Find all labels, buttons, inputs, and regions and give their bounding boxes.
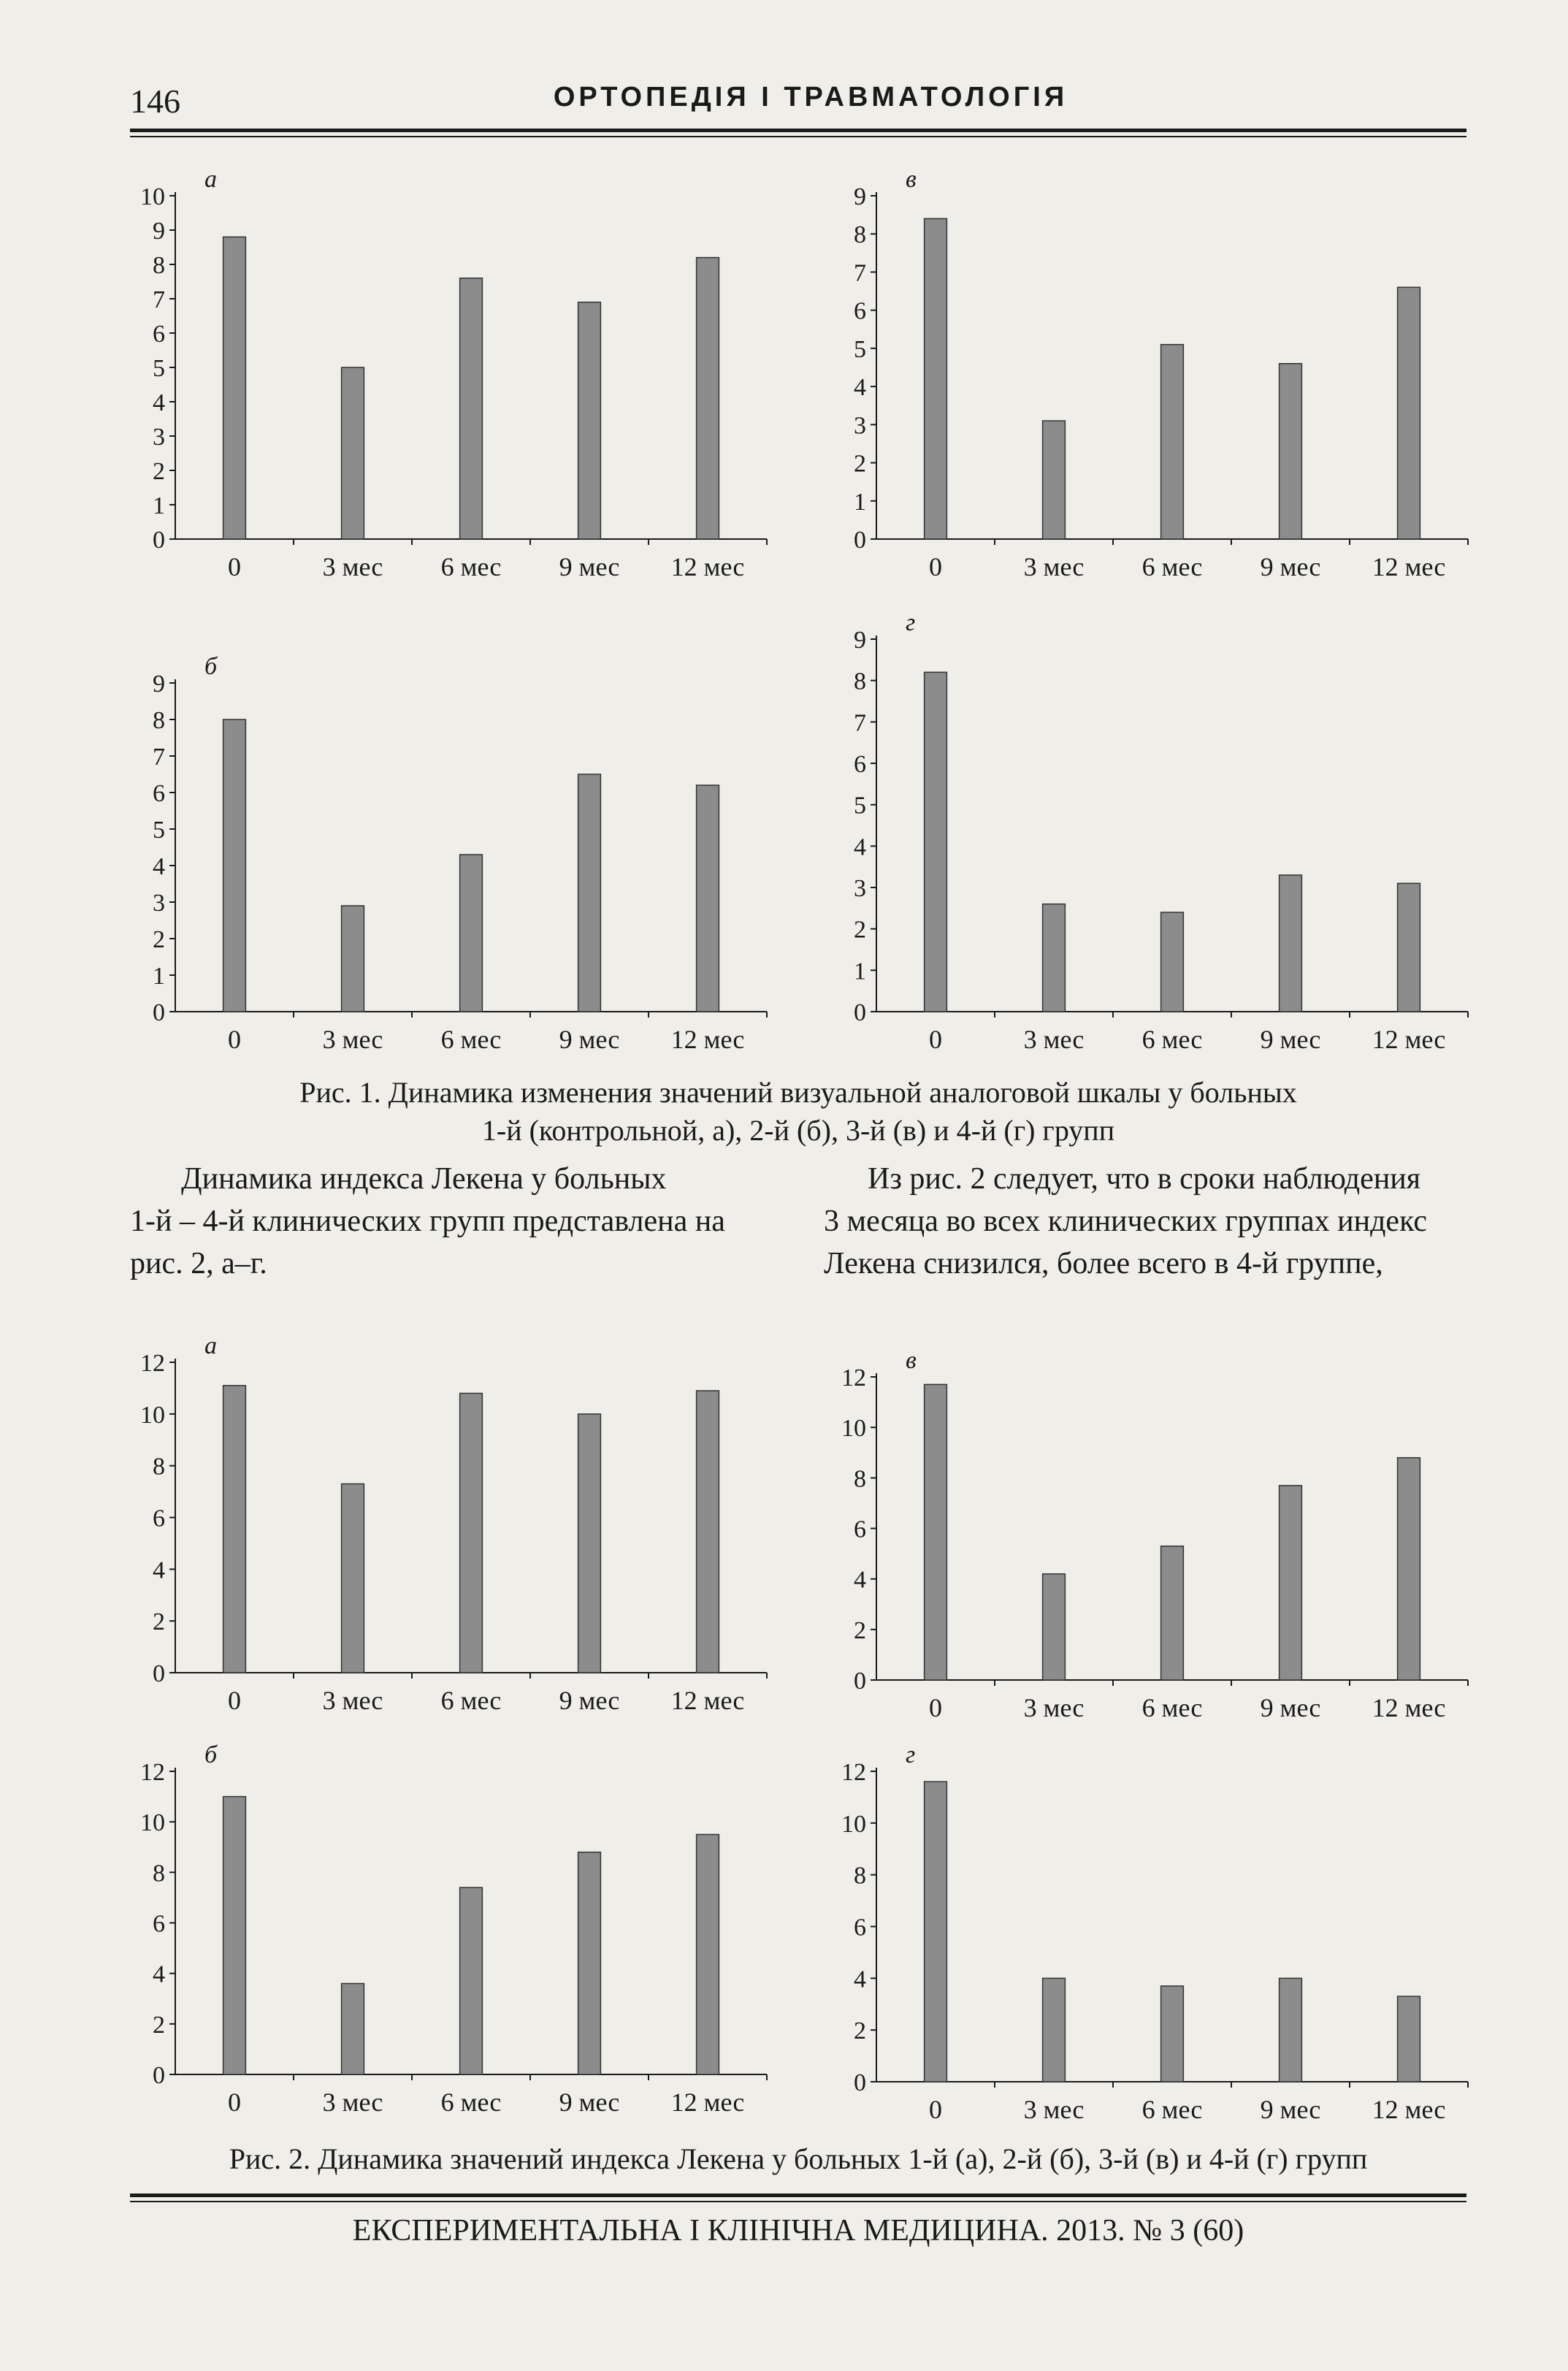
- y-tick-label: 2: [153, 926, 165, 953]
- bar: [697, 1391, 719, 1673]
- bar: [342, 1484, 364, 1673]
- y-tick-label: 12: [841, 1759, 866, 1786]
- bar: [1398, 1996, 1420, 2082]
- bar: [1043, 904, 1066, 1012]
- x-tick-label: 0: [929, 552, 942, 581]
- y-tick-label: 0: [153, 527, 165, 554]
- bar: [223, 719, 246, 1012]
- bar: [223, 1386, 246, 1673]
- bar: [460, 278, 483, 539]
- y-tick-label: 4: [854, 1566, 866, 1594]
- y-tick-label: 1: [153, 963, 165, 990]
- x-tick-label: 6 мес: [1141, 552, 1203, 581]
- x-tick-label: 3 мес: [1023, 2095, 1085, 2124]
- y-tick-label: 2: [854, 450, 866, 478]
- y-tick-label: 8: [854, 1862, 866, 1890]
- x-tick-label: 3 мес: [1023, 552, 1085, 581]
- figure-2-caption-text: Рис. 2. Динамика значений индекса Лекена у больных 1-й (а), 2-й (б), 3-й (в) и 4-й (г) групп: [229, 2142, 1368, 2175]
- panel-label: а: [204, 166, 217, 193]
- x-tick-label: 9 мес: [559, 2088, 620, 2117]
- y-tick-label: 9: [854, 627, 866, 654]
- y-tick-label: 2: [153, 458, 165, 485]
- figure-2-caption: [130, 2140, 1466, 2178]
- x-tick-label: 9 мес: [559, 1025, 620, 1054]
- y-tick-label: 5: [854, 792, 866, 820]
- paragraph-left-line3: рис. 2, а–г.: [130, 1247, 267, 1280]
- y-tick-label: 0: [854, 527, 866, 554]
- x-tick-label: 3 мес: [1023, 1693, 1085, 1722]
- bar: [925, 1384, 947, 1680]
- bar: [1280, 364, 1302, 539]
- y-tick-label: 2: [854, 916, 866, 944]
- bar: [697, 1834, 719, 2074]
- paragraph-right-line2: 3 месяца во всех клинических группах индекс: [824, 1204, 1428, 1238]
- figure-1-caption-line2: 1-й (контрольной, а), 2-й (б), 3-й (в) и 4-й (г) групп: [481, 1114, 1115, 1147]
- x-tick-label: 0: [929, 1025, 942, 1054]
- bar: [1398, 883, 1420, 1012]
- bar: [1043, 1978, 1066, 2082]
- bar: [925, 218, 947, 539]
- y-tick-label: 10: [841, 1415, 866, 1443]
- bar: [460, 855, 483, 1012]
- bar: [342, 367, 364, 539]
- y-tick-label: 7: [854, 259, 866, 287]
- y-tick-label: 5: [854, 335, 866, 363]
- bar: [578, 774, 601, 1012]
- y-tick-label: 3: [153, 424, 165, 451]
- bar: [1280, 1978, 1302, 2082]
- paragraph-left-line2: 1-й – 4-й клинических групп представлена на: [130, 1204, 725, 1238]
- x-tick-label: 3 мес: [322, 1686, 383, 1715]
- bar: [460, 1887, 483, 2074]
- y-tick-label: 9: [854, 183, 866, 210]
- x-tick-label: 6 мес: [1141, 1025, 1203, 1054]
- bar: [223, 1797, 246, 2074]
- y-tick-label: 0: [854, 999, 866, 1026]
- y-tick-label: 9: [153, 671, 165, 698]
- y-tick-label: 12: [140, 1759, 165, 1786]
- bar: [460, 1394, 483, 1673]
- bar: [1161, 345, 1184, 539]
- paragraph-right-line1: Из рис. 2 следует, что в сроки наблюдения: [868, 1162, 1421, 1196]
- y-tick-label: 2: [854, 2017, 866, 2045]
- y-tick-label: 5: [153, 817, 165, 844]
- bar: [697, 785, 719, 1012]
- y-tick-label: 1: [153, 492, 165, 519]
- x-tick-label: 3 мес: [322, 2088, 383, 2117]
- y-tick-label: 9: [153, 218, 165, 245]
- x-tick-label: 9 мес: [1260, 1025, 1321, 1054]
- y-tick-label: 8: [854, 668, 866, 695]
- panel-label: г: [906, 609, 916, 636]
- bar: [697, 258, 719, 539]
- x-tick-label: 6 мес: [1141, 2095, 1203, 2124]
- y-tick-label: 4: [153, 1960, 165, 1988]
- x-tick-label: 0: [228, 1025, 241, 1054]
- y-tick-label: 10: [841, 1810, 866, 1838]
- x-tick-label: 3 мес: [322, 552, 383, 581]
- x-tick-label: 6 мес: [440, 552, 502, 581]
- y-tick-label: 7: [153, 744, 165, 771]
- x-tick-label: 9 мес: [559, 1686, 620, 1715]
- bar: [1398, 1458, 1420, 1680]
- y-tick-label: 5: [153, 355, 165, 382]
- bar: [223, 237, 246, 539]
- x-tick-label: 12 мес: [670, 1025, 745, 1054]
- chart-fig1g: [825, 610, 1483, 1063]
- y-tick-label: 3: [854, 412, 866, 440]
- y-tick-label: 0: [854, 1668, 866, 1695]
- chart-fig2a: [124, 1333, 781, 1724]
- x-tick-label: 6 мес: [440, 2088, 502, 2117]
- x-tick-label: 3 мес: [1023, 1025, 1085, 1054]
- bar: [342, 1984, 364, 2075]
- chart-fig1a: [124, 167, 781, 590]
- x-tick-label: 6 мес: [1141, 1693, 1203, 1722]
- y-tick-label: 0: [153, 999, 165, 1026]
- y-tick-label: 6: [153, 1910, 165, 1938]
- figure-1-caption-line1: Рис. 1. Динамика изменения значений визуальной аналоговой шкалы у больных: [299, 1076, 1297, 1109]
- y-tick-label: 4: [854, 374, 866, 402]
- bar: [1043, 1574, 1066, 1680]
- y-tick-label: 8: [854, 1465, 866, 1493]
- x-tick-label: 12 мес: [670, 1686, 745, 1715]
- chart-fig2g: [825, 1742, 1483, 2133]
- x-tick-label: 9 мес: [1260, 2095, 1321, 2124]
- y-tick-label: 2: [854, 1616, 866, 1644]
- panel-label: в: [906, 1347, 917, 1374]
- chart-fig2v: [825, 1348, 1483, 1731]
- y-tick-label: 12: [841, 1364, 866, 1391]
- y-tick-label: 1: [854, 958, 866, 985]
- bar: [1280, 1486, 1302, 1680]
- chart-fig1b: [124, 654, 781, 1063]
- y-tick-label: 3: [854, 875, 866, 902]
- chart-svg: [124, 1333, 781, 1724]
- y-tick-label: 10: [140, 1809, 165, 1837]
- x-tick-label: 6 мес: [440, 1686, 502, 1715]
- panel-label: в: [906, 166, 917, 193]
- y-tick-label: 0: [153, 2062, 165, 2089]
- x-tick-label: 9 мес: [1260, 552, 1321, 581]
- paragraph-left-line1: Динамика индекса Лекена у больных: [181, 1162, 667, 1196]
- y-tick-label: 10: [140, 183, 165, 210]
- chart-svg: [825, 167, 1483, 590]
- y-tick-label: 4: [153, 389, 165, 416]
- y-tick-label: 8: [153, 252, 165, 279]
- bar: [578, 1852, 601, 2074]
- chart-fig1v: [825, 167, 1483, 590]
- bar: [578, 302, 601, 539]
- paragraph-left: [130, 1158, 765, 1285]
- chart-svg: [825, 1348, 1483, 1731]
- y-tick-label: 4: [153, 1557, 165, 1584]
- y-tick-label: 12: [140, 1350, 165, 1377]
- x-tick-label: 3 мес: [322, 1025, 383, 1054]
- x-tick-label: 6 мес: [440, 1025, 502, 1054]
- bar: [342, 906, 364, 1012]
- y-tick-label: 8: [153, 1860, 165, 1887]
- header-rule: [130, 129, 1466, 132]
- bar: [925, 672, 947, 1012]
- header-rule-thin: [130, 136, 1466, 137]
- chart-fig2b: [124, 1742, 781, 2126]
- x-tick-label: 0: [929, 2095, 942, 2124]
- y-tick-label: 7: [854, 709, 866, 737]
- x-tick-label: 12 мес: [670, 552, 745, 581]
- page-number: 146: [130, 83, 180, 120]
- x-tick-label: 12 мес: [1372, 2095, 1446, 2124]
- chart-svg: [825, 1742, 1483, 2133]
- journal-footer: ЕКСПЕРИМЕНТАЛЬНА І КЛІНІЧНА МЕДИЦИНА. 2013. № 3 (60): [352, 2214, 1244, 2248]
- x-tick-label: 12 мес: [670, 2088, 745, 2117]
- y-tick-label: 8: [153, 707, 165, 734]
- panel-label: б: [204, 653, 218, 680]
- bar: [925, 1782, 947, 2082]
- panel-label: б: [204, 1741, 218, 1768]
- footer-rule: [130, 2194, 1466, 2197]
- paragraph-right-line3: Лекена снизился, более всего в 4-й группе,: [824, 1247, 1383, 1280]
- y-tick-label: 4: [854, 1966, 866, 1993]
- x-tick-label: 12 мес: [1372, 1693, 1446, 1722]
- bar: [1043, 421, 1066, 539]
- y-tick-label: 8: [854, 221, 866, 249]
- figure-1-caption: [130, 1074, 1466, 1150]
- x-tick-label: 0: [228, 1686, 241, 1715]
- bar: [1161, 1986, 1184, 2082]
- y-tick-label: 6: [153, 1505, 165, 1532]
- x-tick-label: 0: [929, 1693, 942, 1722]
- y-tick-label: 4: [854, 833, 866, 861]
- y-tick-label: 6: [854, 1516, 866, 1543]
- y-tick-label: 4: [153, 853, 165, 880]
- panel-label: г: [906, 1741, 916, 1768]
- y-tick-label: 6: [854, 751, 866, 778]
- x-tick-label: 9 мес: [559, 552, 620, 581]
- y-tick-label: 6: [854, 297, 866, 325]
- x-tick-label: 0: [228, 2088, 241, 2117]
- chart-svg: [825, 610, 1483, 1063]
- y-tick-label: 7: [153, 286, 165, 313]
- x-tick-label: 12 мес: [1372, 552, 1446, 581]
- y-tick-label: 6: [153, 780, 165, 807]
- journal-title: ОРТОПЕДІЯ І ТРАВМАТОЛОГІЯ: [553, 82, 1068, 112]
- footer-rule-thin: [130, 2201, 1466, 2202]
- bar: [1161, 1546, 1184, 1680]
- y-tick-label: 10: [140, 1401, 165, 1429]
- y-tick-label: 2: [153, 1608, 165, 1636]
- y-tick-label: 6: [854, 1914, 866, 1942]
- x-tick-label: 0: [228, 552, 241, 581]
- bar: [1398, 287, 1420, 539]
- y-tick-label: 0: [153, 1660, 165, 1687]
- x-tick-label: 9 мес: [1260, 1693, 1321, 1722]
- y-tick-label: 1: [854, 488, 866, 516]
- bar: [578, 1414, 601, 1673]
- paragraph-right: [824, 1158, 1466, 1285]
- panel-label: а: [204, 1332, 217, 1359]
- chart-svg: [124, 1742, 781, 2126]
- bar: [1280, 875, 1302, 1012]
- x-tick-label: 12 мес: [1372, 1025, 1446, 1054]
- y-tick-label: 0: [854, 2069, 866, 2096]
- chart-svg: [124, 654, 781, 1063]
- y-tick-label: 6: [153, 321, 165, 348]
- y-tick-label: 8: [153, 1453, 165, 1481]
- y-tick-label: 2: [153, 2011, 165, 2039]
- bar: [1161, 912, 1184, 1012]
- y-tick-label: 3: [153, 890, 165, 917]
- chart-svg: [124, 167, 781, 590]
